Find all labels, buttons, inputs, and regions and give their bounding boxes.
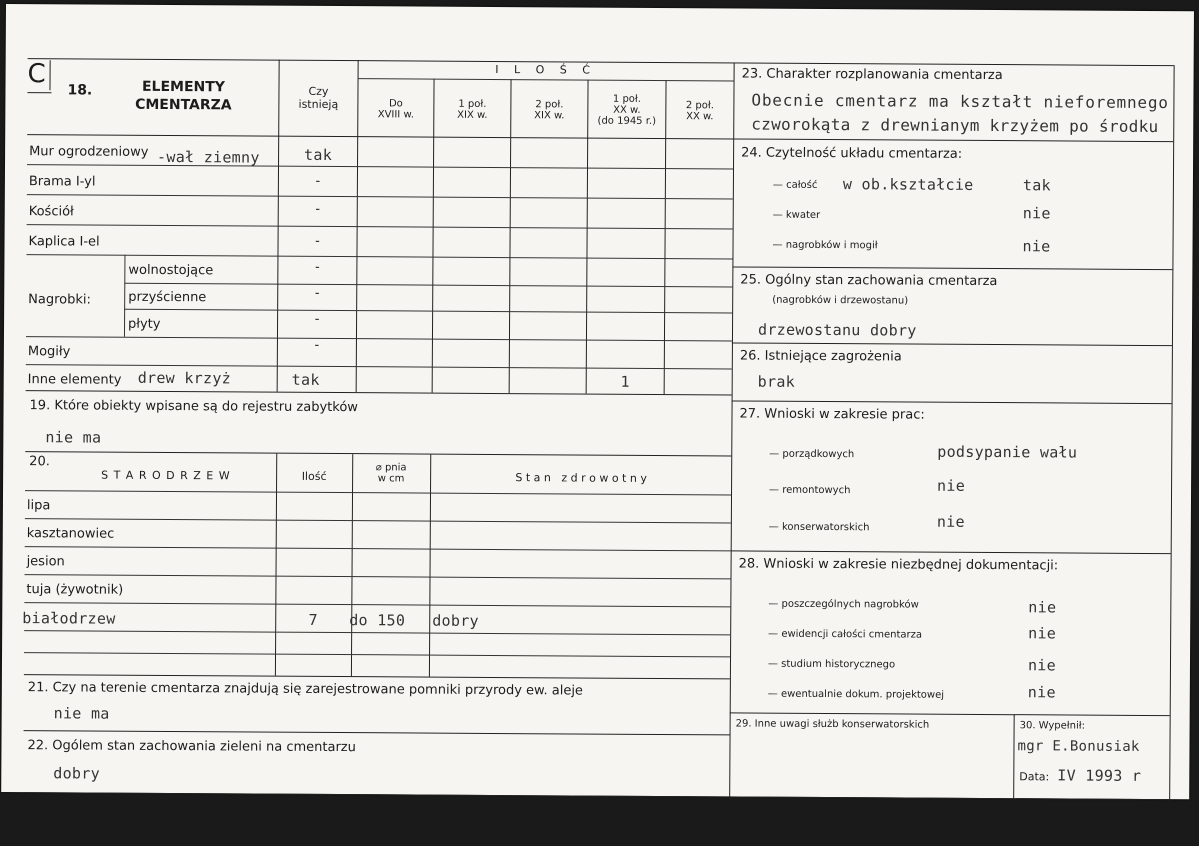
- q24-item-3-label: — nagrobków i mogił: [772, 239, 878, 252]
- period-4: [588, 94, 665, 127]
- q22-answer: dobry: [53, 764, 101, 783]
- q20-header-line: [25, 490, 731, 495]
- col-q5-line: [664, 80, 667, 394]
- row-label-mur: Mur ogrodzeniowy: [29, 144, 149, 160]
- row-qty4-inne: 1: [620, 372, 630, 391]
- col-q3-line: [509, 79, 512, 393]
- q24-label: 24. Czytelność układu cmentarza:: [741, 145, 963, 162]
- q29-label: 29. Inne uwagi służb konserwatorskich: [735, 718, 930, 731]
- row-label-kaplica: Kaplica I-el: [28, 234, 100, 250]
- tree-name-jesion: jesion: [26, 554, 65, 570]
- tree-name-bialodrzew: białodrzew: [22, 609, 116, 628]
- q27-item-1-value: podsypanie wału: [937, 442, 1078, 462]
- q25-sub: (nagrobków i drzewostanu): [772, 294, 909, 307]
- q28-item-4-value: nie: [1027, 683, 1056, 702]
- tree-qty-bialodrzew: 7: [308, 610, 318, 629]
- record-card: [1, 4, 1194, 799]
- section-letter: C: [27, 59, 46, 90]
- row-exists-przyscienne: -: [314, 285, 320, 301]
- q27-bottom-line: [731, 550, 1171, 554]
- section-letter-box: [49, 60, 50, 90]
- q20-col-health: S t a n z d r o w o t n y: [515, 471, 647, 485]
- tree-name-tuja: tuja (żywotnik): [26, 582, 124, 598]
- row-exists-mogily: -: [314, 337, 320, 353]
- q28-item-1-label: — poszczególnych nagrobków: [768, 598, 919, 611]
- row-line-5: [124, 283, 732, 288]
- period-3: [511, 99, 587, 121]
- q21-answer: nie ma: [53, 704, 110, 723]
- q20-col-qty: Ilość: [301, 469, 327, 483]
- q24-bottom-line: [732, 266, 1172, 270]
- row-line-1: [27, 164, 733, 169]
- q29-q30-divider: [1013, 714, 1015, 800]
- q21-bottom-line: [24, 730, 730, 735]
- tree-diam-bialodrzew: do 150: [349, 611, 406, 630]
- tree-line-2: [25, 546, 731, 551]
- q27-item-2-value: nie: [937, 476, 966, 495]
- q25-bottom-line: [732, 342, 1172, 346]
- q19-bottom-line: [25, 451, 731, 456]
- q27-item-3-value: nie: [936, 512, 965, 531]
- q23-label: 23. Charakter rozplanowania cmentarza: [741, 66, 1003, 84]
- row-exists-brama: -: [315, 173, 321, 189]
- q27-item-2-label: — remontowych: [769, 484, 851, 497]
- q20-col-diam-2: w cm: [377, 473, 405, 485]
- q28-item-1-value: nie: [1028, 598, 1057, 617]
- bottom-border: [23, 792, 1169, 800]
- row-label-wolnostojace: wolnostojące: [128, 262, 214, 279]
- quantity-header: I L O Ś Ć: [495, 62, 596, 77]
- row-exists-mur: tak: [304, 145, 333, 164]
- q25-label: 25. Ogólny stan zachowania cmentarza: [740, 272, 998, 290]
- q24-item-3-value: nie: [1022, 237, 1051, 256]
- section-18-title-1: ELEMENTY: [141, 78, 226, 96]
- q30-date: IV 1993 r: [1057, 766, 1142, 785]
- period-4-l3: (do 1945 r.): [597, 115, 657, 127]
- row-exists-kosciol: -: [315, 201, 321, 217]
- row-exists-wolnostojace: -: [314, 259, 320, 275]
- row-line-6: [124, 309, 732, 314]
- q22-label: 22. Ogólem stan zachowania zieleni na cmentarzu: [27, 738, 356, 756]
- section-18-number: 18.: [67, 82, 93, 99]
- q26-answer: brak: [757, 372, 796, 391]
- q28-item-2-value: nie: [1028, 624, 1057, 643]
- period-4-l2: XX w.: [613, 104, 641, 116]
- q30-label: 30. Wypełnił:: [1019, 720, 1086, 732]
- section-18-title-2: CMENTARZA: [135, 96, 232, 114]
- q27-item-1-label: — porządkowych: [769, 448, 855, 461]
- col-q4-line: [586, 80, 589, 394]
- q23-line-1: Obecnie cmentarz ma kształt nieforemnego: [751, 90, 1169, 113]
- q20-bottom-line: [24, 674, 730, 679]
- header-bottom-line: [27, 134, 733, 139]
- q28-item-4-label: — ewentualnie dokum. projektowej: [767, 688, 945, 701]
- period-4-l1: 1 poł.: [612, 93, 641, 105]
- q28-label: 28. Wnioski w zakresie niezbędnej dokumentacji:: [738, 556, 1059, 574]
- row-label-kosciol: Kościół: [28, 204, 74, 220]
- row-exists-kaplica: -: [315, 233, 320, 249]
- tree-name-kasztanowiec: kasztanowiec: [26, 526, 115, 542]
- tree-health-bialodrzew: dobry: [432, 611, 479, 630]
- q20-col-line-1: [275, 454, 277, 676]
- q21-label: 21. Czy na terenie cmentarza znajdują się zarejestrowane pomniki przyrody ew. aleje: [27, 680, 584, 699]
- q26-bottom-line: [732, 400, 1172, 404]
- row-line-9: [26, 390, 732, 395]
- period-2: [434, 99, 510, 121]
- period-3-l2: XIX w.: [534, 110, 565, 122]
- row-label-mogily: Mogiły: [27, 344, 71, 360]
- q24-item-2-value: nie: [1022, 204, 1051, 223]
- row-label-plyty: płyty: [128, 316, 161, 332]
- period-1-l2: XVIII w.: [377, 109, 414, 121]
- quantity-header-line: [358, 78, 734, 81]
- q23-bottom-line: [733, 138, 1173, 142]
- period-2-l1: 1 poł.: [458, 98, 487, 110]
- tree-line-6: [24, 652, 730, 657]
- row-line-8: [26, 364, 732, 369]
- q19-answer: nie ma: [45, 428, 102, 447]
- q25-answer: drzewostanu dobry: [757, 320, 917, 340]
- center-divider: [729, 62, 734, 798]
- row-line-2: [27, 194, 733, 199]
- q27-item-3-label: — konserwatorskich: [768, 521, 870, 534]
- col-q2-line: [432, 79, 435, 393]
- col-exists-header: [281, 85, 355, 111]
- col-exists-header-1: Czy: [308, 84, 329, 98]
- nagrobki-label: Nagrobki:: [28, 292, 91, 308]
- q20-title: S T A R O D R Z E W: [101, 468, 231, 483]
- row-label-przyscienne: przyścienne: [128, 289, 207, 306]
- row-line-7: [26, 336, 732, 341]
- tree-line-3: [25, 574, 731, 579]
- row-note-inne: drew krzyż: [137, 368, 232, 388]
- row-exists-plyty: -: [314, 311, 320, 327]
- col-exists-header-2: istnieją: [298, 97, 339, 112]
- q28-item-3-value: nie: [1027, 656, 1057, 675]
- q30-name: mgr E.Bonusiak: [1017, 738, 1140, 755]
- period-5-l1: 2 poł.: [685, 100, 714, 112]
- q28-item-2-label: — ewidencji całości cmentarza: [768, 628, 923, 641]
- q20-col-line-3: [429, 455, 431, 677]
- q24-item-2-label: — kwater: [772, 209, 821, 221]
- row-label-brama: Brama I-yl: [28, 174, 96, 190]
- q20-col-line-2: [351, 454, 353, 676]
- nagrobki-divider: [124, 255, 126, 337]
- row-label-inne: Inne elementy: [27, 372, 122, 388]
- period-1-l1: Do: [388, 98, 403, 110]
- q30-date-label: Data:: [1019, 770, 1050, 784]
- period-5-l2: XX w.: [686, 111, 714, 123]
- row-line-3: [27, 224, 733, 229]
- q27-label: 27. Wnioski w zakresie prac:: [739, 406, 925, 423]
- q26-label: 26. Istniejące zagrożenia: [739, 348, 902, 365]
- section-letter-underline: [27, 92, 51, 93]
- q28-item-3-label: — studium historycznego: [767, 658, 896, 671]
- row-note-mur: -wał ziemny: [157, 147, 260, 167]
- right-border: [1169, 65, 1174, 801]
- q24-item-1-label: — całość: [772, 179, 818, 191]
- q19-label: 19. Które obiekty wpisane są do rejestru zabytków: [29, 398, 358, 416]
- period-2-l2: XIX w.: [457, 109, 488, 121]
- period-5: [666, 100, 733, 122]
- q24-item-1-note: w ob.kształcie: [842, 175, 974, 194]
- q20-number: 20.: [29, 454, 50, 470]
- tree-name-lipa: lipa: [26, 498, 51, 514]
- q24-item-1-value: tak: [1022, 176, 1051, 195]
- tree-line-5: [24, 630, 730, 635]
- q20-col-diam-1: ⌀ pnia: [375, 462, 407, 474]
- q20-col-diam: [353, 462, 429, 484]
- period-3-l1: 2 poł.: [535, 99, 564, 111]
- row-exists-inne: tak: [291, 370, 320, 389]
- q28-bottom-line: [730, 712, 1170, 716]
- tree-line-1: [25, 518, 731, 523]
- period-1: [358, 98, 433, 120]
- row-line-4: [26, 254, 732, 259]
- q23-line-2: czworokąta z drewnianym krzyżem po środku: [751, 114, 1159, 137]
- tree-line-4: [24, 602, 730, 607]
